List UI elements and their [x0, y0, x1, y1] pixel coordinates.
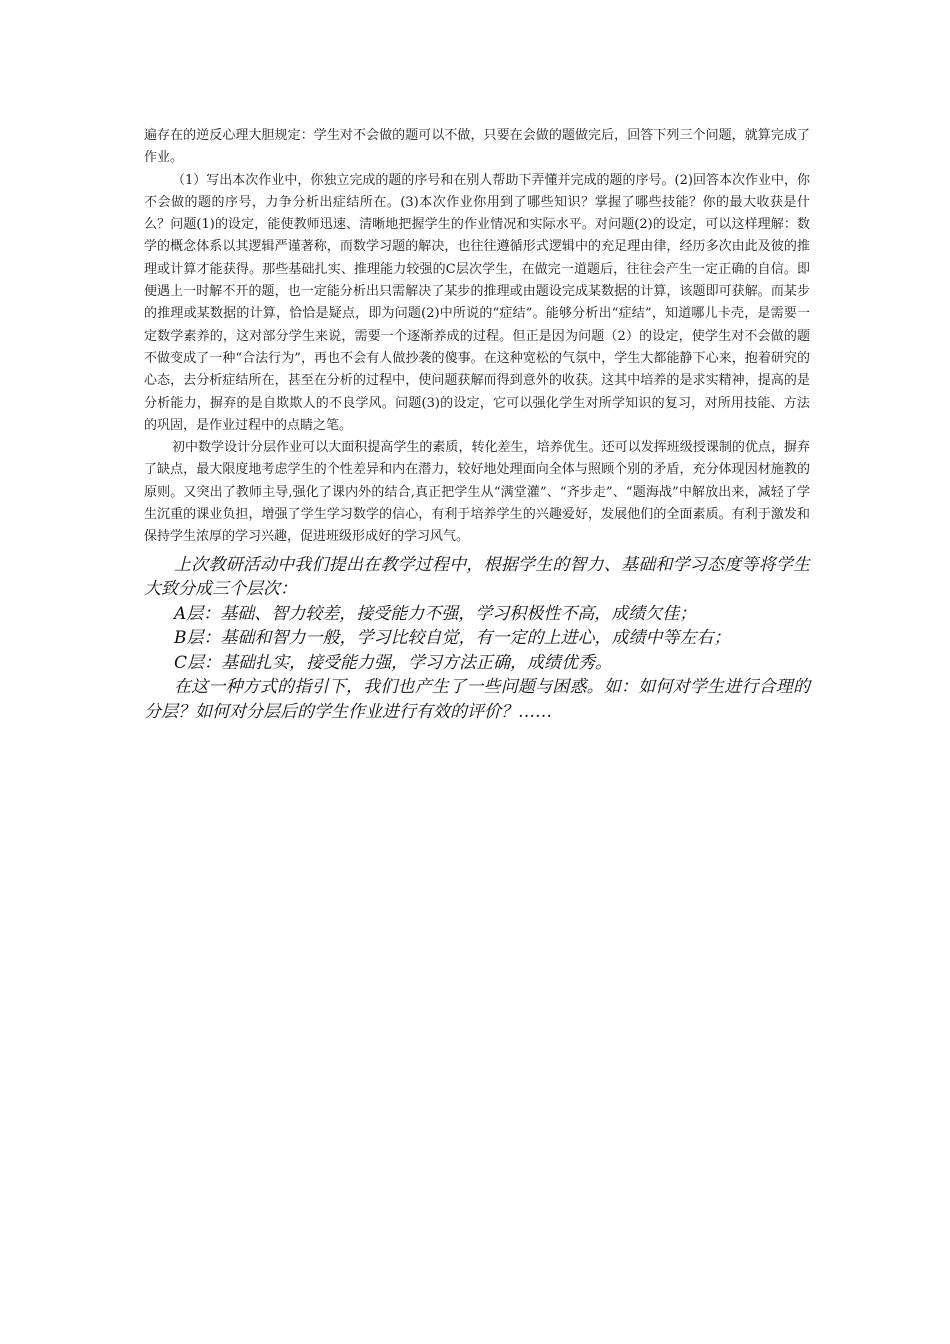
document-body [144, 125, 810, 724]
level-a-description: A层：基础、智力较差，接受能力不强，学习积极性不高，成绩欠佳； [174, 603, 697, 624]
teaching-research-intro: 上次教研活动中我们提出在教学过程中，根据学生的智力、基础和学习态度等将学生大致分成三个层次： [144, 554, 810, 600]
body-paragraph-continuation: 遍存在的逆反心理大胆规定：学生对不会做的题可以不做，只要在会做的题做完后，回答下列三个问题，就算完成了作业。 [144, 128, 810, 166]
level-c-description: C层：基础扎实，接受能力强，学习方法正确，成绩优秀。 [174, 652, 613, 673]
questions-and-confusions: 在这一种方式的指引下，我们也产生了一些问题与困惑。如：如何对学生进行合理的分层？如何对分层后的学生作业进行有效的评价？…… [144, 677, 810, 722]
body-paragraph-questions: （1）写出本次作业中，你独立完成的题的序号和在别人帮助下弄懂并完成的题的序号。(2)回答本次作业中，你不会做的题的序号，力争分析出症结所在。(3)本次作业你用到了哪些知识？掌握了哪些技能？你的最大收获是什么？问题(1)的设定，能使教师迅速、清晰地把握学生的作业情况和实际水平。对问题(2)的设定，可以这样理解：数学的概念体系以其逻辑严谨著称，而数学习题的解决，也往往遵循形式逻辑中的充足理由律，经历多次由此及彼的推理或计算才能获得。那些基础扎实、推理能力较强的C层次学生，在做完一道题后，往往会产生一定正确的自信。即便遇上一时解不开的题，也一定能分析出只需解决了某步的推理或由题设完成某数据的计算，该题即可获解。而某步的推理或某数据的计算，恰恰是疑点，即为问题(2)中所说的“症结”。能够分析出“症结”，知道哪儿卡壳，是需要一定数学素养的，这对部分学生来说，需要一个逐渐养成的过程。但正是因为问题（2）的设定，使学生对不会做的题不做变成了一种“合法行为”，再也不会有人做抄袭的傻事。在这种宽松的气氛中，学生大都能静下心来，抱着研究的心态，去分析症结所在，甚至在分析的过程中，使问题获解而得到意外的收获。这其中培养的是求实精神，提高的是分析能力，摒弃的是自欺欺人的不良学风。问题(3)的设定，它可以强化学生对所学知识的复习，对所用技能、方法的巩固，是作业过程中的点睛之笔。 [144, 172, 810, 433]
level-b-description: B层：基础和智力一般，学习比较自觉，有一定的上进心，成绩中等左右； [174, 628, 731, 649]
body-paragraph-benefits: 初中数学设计分层作业可以大面积提高学生的素质，转化差生，培养优生。还可以发挥班级授课制的优点，摒弃了缺点，最大限度地考虑学生的个性差异和内在潜力，较好地处理面向全体与照顾个别的矛盾，充分体现因材施教的原则。又突出了教师主导,强化了课内外的结合,真正把学生从“满堂灌”、“齐步走”、“题海战”中解放出来，减轻了学生沉重的课业负担，增强了学生学习数学的信心，有利于培养学生的兴趣爱好，发展他们的全面素质。有利于激发和保持学生浓厚的学习兴趣，促进班级形成好的学习风气。 [144, 440, 810, 545]
